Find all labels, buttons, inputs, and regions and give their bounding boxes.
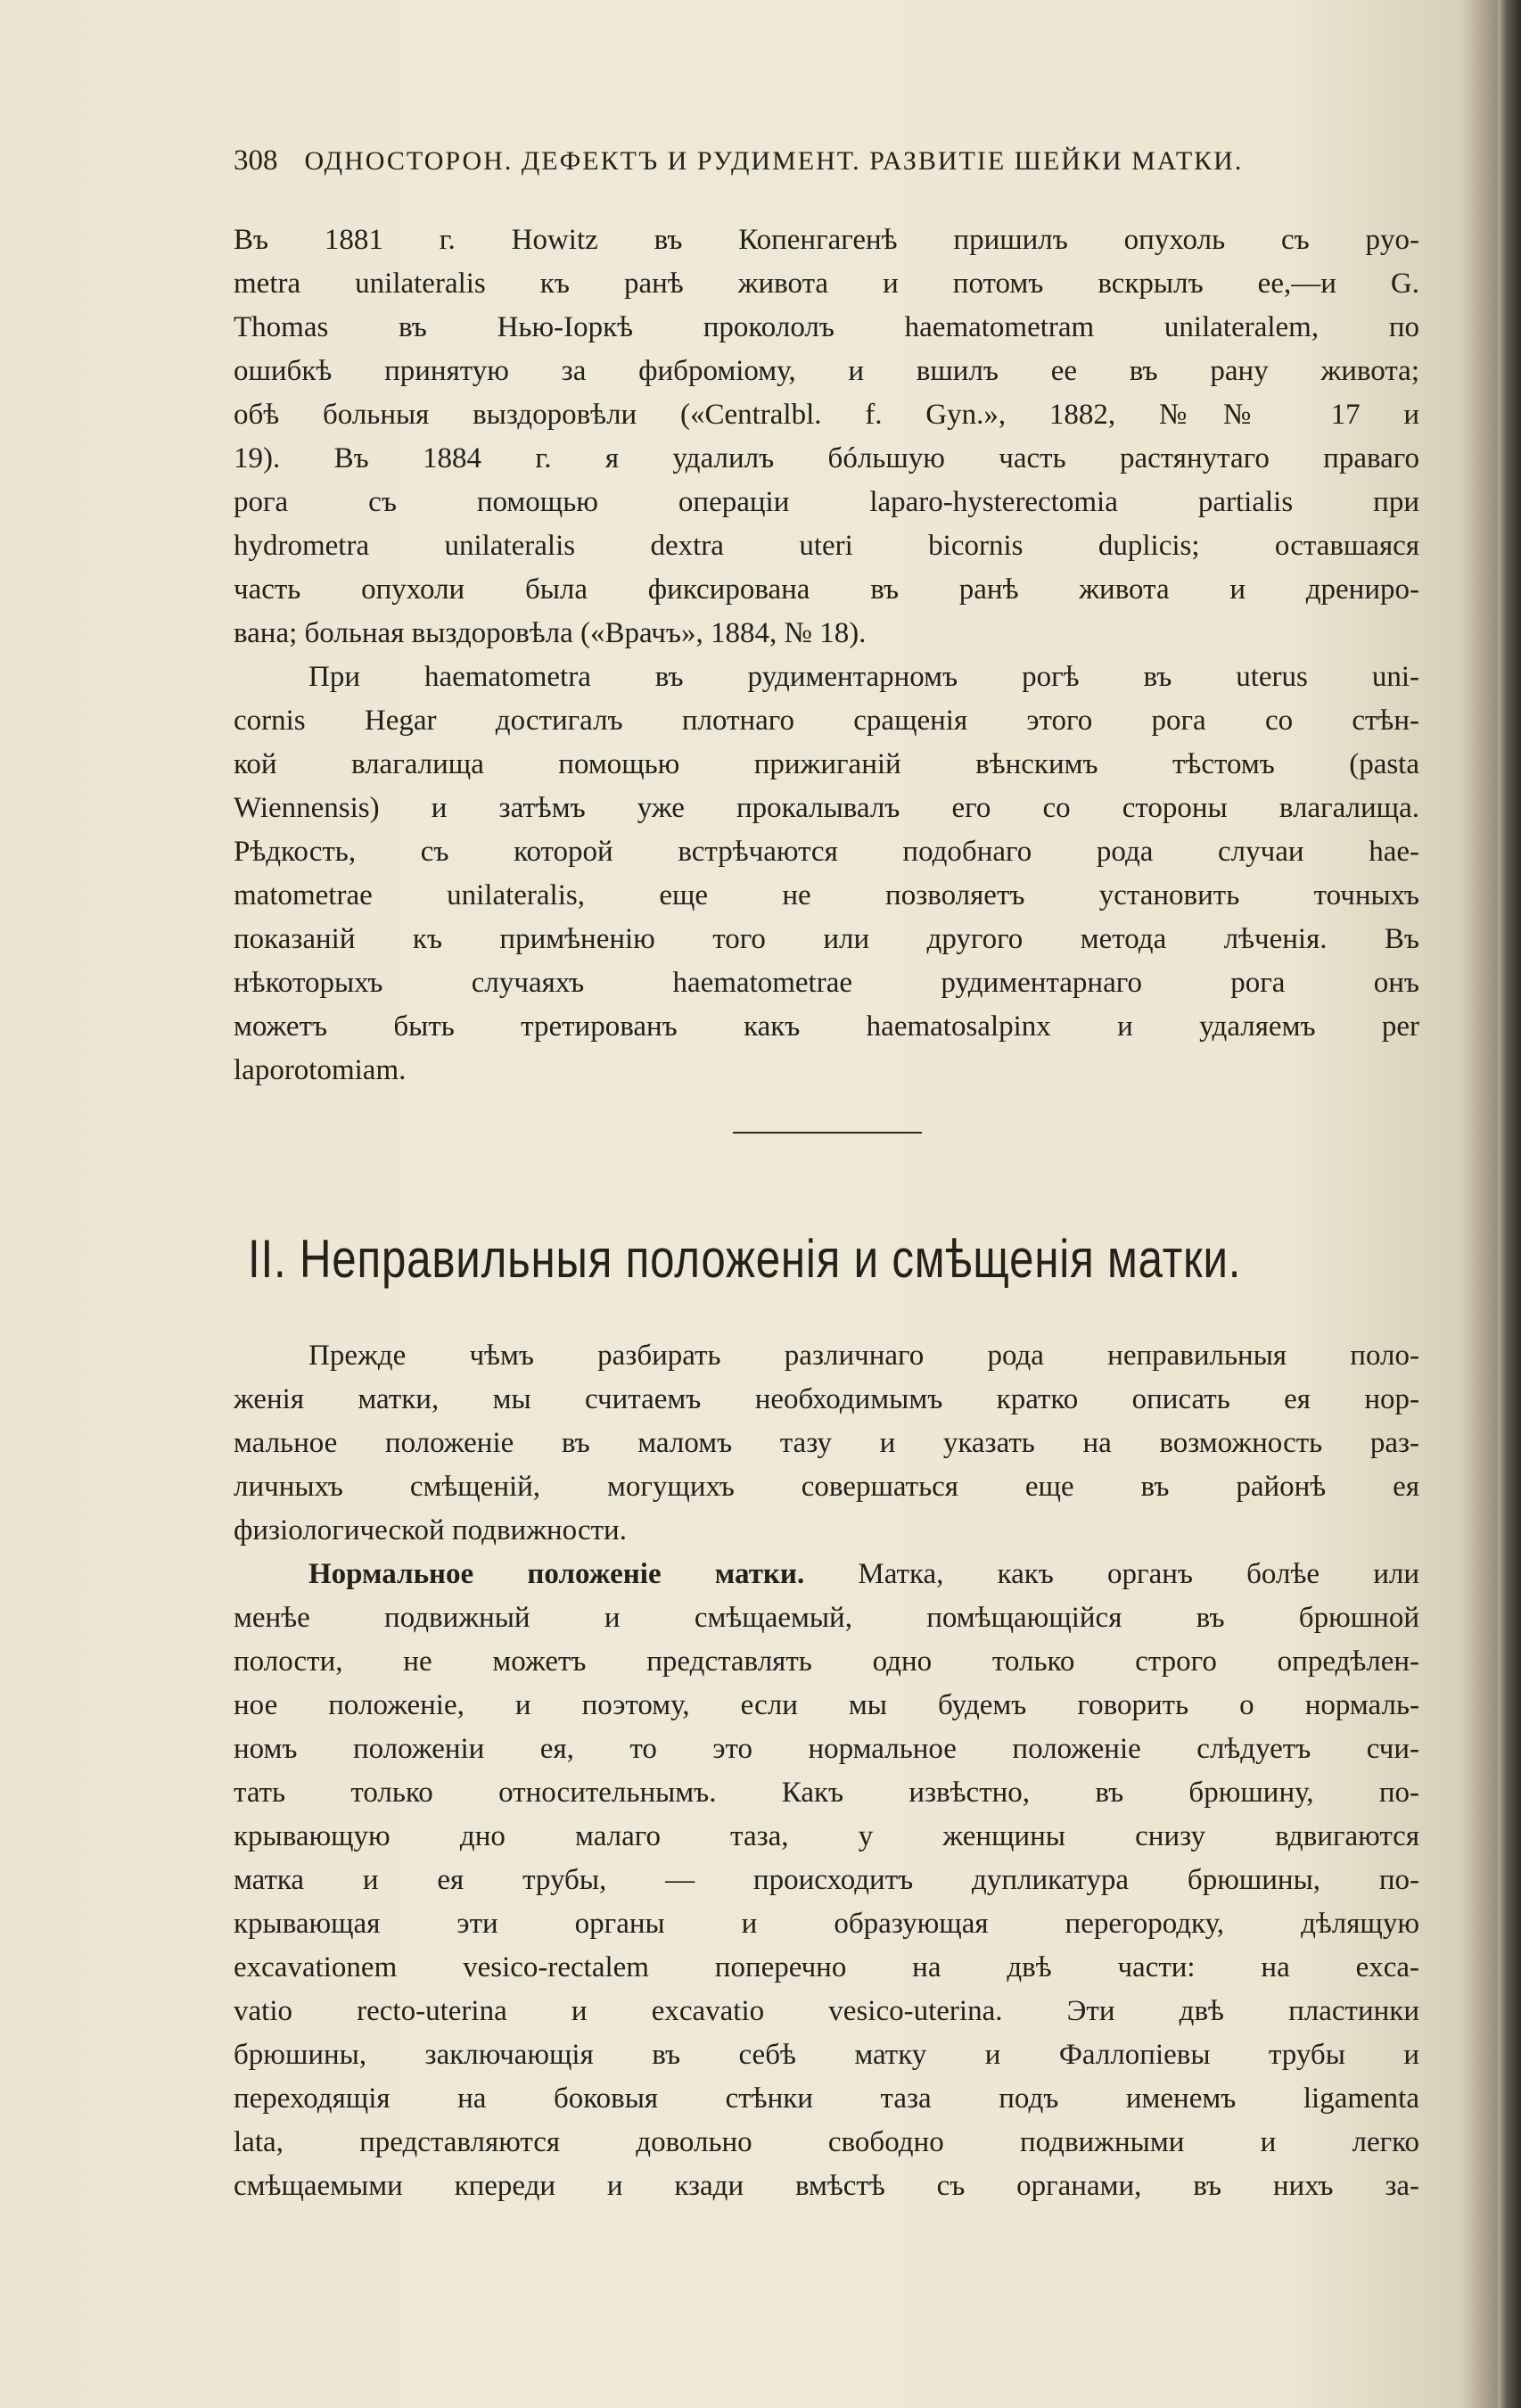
text-line: кой влагалища помощью прижиганій вѣнскимъ тѣстомъ (pasta: [234, 748, 1419, 780]
text-line: матка и ея трубы, — происходитъ дупликатура брюшины, по-: [234, 1864, 1419, 1896]
text-line-rest: Матка, какъ органъ болѣе или: [804, 1558, 1419, 1590]
text-line: менѣе подвижный и смѣщаемый, помѣщающійся въ брюшной: [234, 1602, 1419, 1634]
text-line: мальное положеніе въ маломъ тазу и указать на возможность раз-: [234, 1427, 1419, 1459]
text-line: metra unilateralis къ ранѣ живота и потомъ вскрылъ ее,—и G.: [234, 268, 1419, 300]
text-line: vatio recto-uterina и excavatio vesico-uterina. Эти двѣ пластинки: [234, 1995, 1419, 2027]
text-line: ошибкѣ принятую за фиброміому, и вшилъ ее въ рану живота;: [234, 355, 1419, 387]
text-line: крывающая эти органы и образующая перегородку, дѣлящую: [234, 1908, 1419, 1940]
text-line: номъ положеніи ея, то это нормальное положеніе слѣдуетъ счи-: [234, 1733, 1419, 1765]
text-line: личныхъ смѣщеній, могущихъ совершаться еще въ районѣ ея: [234, 1471, 1419, 1503]
text-line: cornis Hegar достигалъ плотнаго сращенія этого рога со стѣн-: [234, 705, 1419, 737]
subheading: Нормальное положеніе матки.: [308, 1558, 805, 1590]
page-number: 308: [234, 144, 278, 177]
running-title: ОДНОСТОРОН. ДЕФЕКТЪ И РУДИМЕНТ. РАЗВИТІЕ ШЕЙКИ МАТКИ.: [304, 146, 1244, 176]
text-line: [234, 1553, 1419, 1596]
text-line: женія матки, мы считаемъ необходимымъ кратко описать ея нор-: [234, 1383, 1419, 1415]
text-line: можетъ быть третированъ какъ haematosalpinx и удаляемъ per: [234, 1010, 1419, 1043]
paragraph-block-2: [234, 1334, 1419, 2208]
text-line: hydrometra unilateralis dextra uteri bicornis duplicis; оставшаяся: [234, 530, 1419, 562]
text-line: Прежде чѣмъ разбирать различнаго рода неправильныя поло-: [308, 1340, 1419, 1372]
text-line: При haematometra въ рудиментарномъ рогѣ въ uterus uni-: [308, 661, 1419, 693]
text-line: matometrae unilateralis, еще не позволяетъ установить точныхъ: [234, 879, 1419, 911]
text-line: Въ 1881 г. Howitz въ Копенгагенѣ пришилъ опухоль съ pyo-: [234, 224, 1419, 256]
paragraph-block-1: [234, 219, 1419, 1093]
book-spine-shadow: [1498, 0, 1521, 2408]
text-line: физіологической подвижности.: [234, 1514, 627, 1546]
text-line: показаній къ примѣненію того или другого метода лѣченія. Въ: [234, 923, 1419, 955]
text-line: смѣщаемыми кпереди и кзади вмѣстѣ съ органами, въ нихъ за-: [234, 2170, 1419, 2202]
section-divider: [733, 1132, 922, 1134]
text-line: тать только относительнымъ. Какъ извѣстно, въ брюшину, по-: [234, 1777, 1419, 1809]
text-line: часть опухоли была фиксирована въ ранѣ живота и дрениро-: [234, 573, 1419, 606]
text-line: lata, представляются довольно свободно подвижными и легко: [234, 2126, 1419, 2158]
text-line: нѣкоторыхъ случаяхъ haematometrae рудиментарнаго рога онъ: [234, 967, 1419, 999]
text-line: обѣ больныя выздоровѣли («Centralbl. f. Gyn.», 1882, №№ 17 и: [234, 399, 1419, 431]
section-heading: II. Неправильныя положенія и смѣщенія матки.: [248, 1229, 1242, 1289]
text-line: Рѣдкость, съ которой встрѣчаются подобнаго рода случаи hae-: [234, 836, 1419, 868]
running-head: [234, 144, 1330, 177]
text-line: 19). Въ 1884 г. я удалилъ бóльшую часть растянутаго праваго: [234, 442, 1419, 474]
text-line: полости, не можетъ представлять одно только строго опредѣлен-: [234, 1645, 1419, 1678]
text-line: ное положеніе, и поэтому, если мы будемъ говорить о нормаль-: [234, 1689, 1419, 1721]
text-line: рога съ помощью операціи laparo-hysterectomia partialis при: [234, 486, 1419, 518]
text-line: laporotomiam.: [234, 1054, 407, 1086]
text-line: Thomas въ Нью-Іоркѣ прокололъ haematometram unilateralem, по: [234, 311, 1419, 343]
text-line: excavationem vesico-rectalem поперечно на двѣ части: на exca-: [234, 1951, 1419, 1983]
text-line: вана; больная выздоровѣла («Врачъ», 1884, № 18).: [234, 617, 867, 649]
text-line: Wiennensis) и затѣмъ уже прокалывалъ его со стороны влагалища.: [234, 792, 1419, 824]
text-line: брюшины, заключающія въ себѣ матку и Фаллопіевы трубы и: [234, 2039, 1419, 2071]
text-line: переходящія на боковыя стѣнки таза подъ именемъ ligamenta: [234, 2082, 1419, 2115]
text-line: крывающую дно малаго таза, у женщины снизу вдвигаются: [234, 1820, 1419, 1852]
